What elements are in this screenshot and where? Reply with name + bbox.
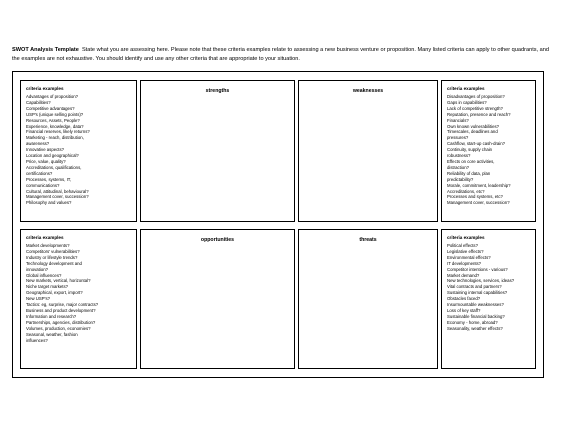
list-item: Competitors' vulnerabilities? (26, 248, 80, 254)
list-item: Volumes, production, economies? (26, 325, 91, 331)
list-item: Processes and systems, etc? (447, 194, 503, 200)
list-item: distraction? (447, 164, 469, 170)
list-item: Accreditations, qualifications, (26, 164, 82, 170)
list-item: Financials? (447, 117, 469, 123)
list-item: communications? (26, 182, 60, 188)
list-item: Timescales, deadlines and (447, 129, 498, 135)
list-item: Lack of competitive strength? (447, 105, 503, 111)
list-item: Cashflow, start-up cash-drain? (447, 141, 506, 147)
list-item: Gaps in capabilities? (447, 99, 487, 105)
strengths-heading: strengths (205, 88, 230, 94)
list-item: Competitive advantages? (26, 105, 75, 111)
threats-quadrant[interactable] (298, 229, 438, 369)
list-item: predictability? (447, 176, 474, 182)
opportunities-heading: opportunities (200, 237, 235, 243)
list-item: Geographical, export, import? (26, 290, 83, 296)
list-item: Morale, commitment, leadership? (447, 182, 511, 188)
list-item: Philosophy and values? (26, 200, 72, 206)
list-item: New markets, vertical, horizontal? (26, 278, 91, 284)
list-item: Competitor intentions - various? (447, 266, 508, 272)
list-item: certifications? (26, 170, 53, 176)
list-item: Management cover, succession? (26, 194, 89, 200)
list-item: Management cover, succession? (447, 200, 510, 206)
list-item: Tactics: eg, surprise, major contracts? (26, 302, 99, 308)
list-item: Marketing - reach, distribution, (26, 135, 84, 141)
list-item: Niche target markets? (26, 284, 69, 290)
list-item: Information and research? (26, 313, 77, 319)
list-item: Industry or lifestyle trends? (26, 254, 78, 260)
list-item: Effects on core activities, (447, 158, 495, 164)
weaknesses-criteria-title: criteria examples (447, 86, 485, 91)
list-item: Cultural, attitudinal, behavioural? (26, 188, 89, 194)
threats-criteria-box (441, 229, 536, 369)
list-item: Advantages of proposition? (26, 94, 79, 99)
list-item: Market demand? (447, 272, 480, 278)
list-item: Loss of key staff? (447, 307, 481, 313)
list-item: Political effects? (447, 243, 478, 248)
weaknesses-criteria-list (442, 94, 535, 206)
list-item: Price, value, quality? (26, 158, 66, 164)
list-item: Accreditations, etc? (447, 188, 485, 194)
weaknesses-heading: weaknesses (352, 88, 384, 94)
list-item: Seasonality, weather effects? (447, 325, 503, 331)
list-item: Vital contracts and partners? (447, 284, 502, 290)
list-item: Environmental effects? (447, 254, 491, 260)
list-item: Technology development and (26, 260, 82, 266)
list-item: Experience, knowledge, data? (26, 123, 84, 129)
list-item: Innovative aspects? (26, 147, 64, 153)
list-item: influences? (26, 337, 48, 343)
list-item: Resources, Assets, People? (26, 117, 80, 123)
list-item: New USP's? (26, 296, 50, 302)
weaknesses-criteria-box (441, 80, 536, 222)
threats-heading: threats (359, 237, 377, 243)
opportunities-criteria-box (20, 229, 137, 369)
list-item: Market developments? (26, 243, 70, 248)
threats-criteria-list (442, 243, 535, 332)
list-item: Legislative effects? (447, 248, 484, 254)
list-item: Location and geographical? (26, 153, 79, 159)
list-item: Sustainable financial backing? (447, 313, 505, 319)
list-item: Processes, systems, IT, (26, 176, 72, 182)
list-item: USP's (unique selling points)? (26, 111, 84, 117)
list-item: Seasonal, weather, fashion (26, 331, 78, 337)
list-item: robustness? (447, 153, 471, 159)
strengths-quadrant[interactable] (140, 80, 295, 222)
list-item: Global influences? (26, 272, 62, 278)
list-item: Own known vulnerabilities? (447, 123, 500, 129)
list-item: IT developments? (447, 260, 482, 266)
list-item: Business and product development? (26, 307, 96, 313)
list-item: Obstacles faced? (447, 296, 481, 302)
list-item: pressures? (447, 135, 469, 141)
strengths-criteria-list (21, 94, 136, 206)
strengths-criteria-title: criteria examples (26, 86, 64, 91)
list-item: Partnerships, agencies, distribution? (26, 319, 96, 325)
threats-criteria-title: criteria examples (447, 235, 485, 240)
strengths-criteria-box (20, 80, 137, 222)
list-item: Reliability of data, plan (447, 170, 491, 176)
list-item: innovation? (26, 266, 48, 272)
list-item: Insurmountable weaknesses? (447, 302, 504, 308)
intro-description: State what you are assessing here. Please note that these criteria examples relate to assessing a new business venture or proposition. Many listed criteria can apply to other quadrants, and the examples are not exhaustive. You should identify and use any other criteria that are appropriate to your situation. (12, 47, 549, 62)
list-item: Continuity, supply chain (447, 147, 493, 153)
list-item: awareness? (26, 141, 50, 147)
opportunities-criteria-title: criteria examples (26, 235, 64, 240)
swot-grid (12, 71, 544, 378)
opportunities-criteria-list (21, 243, 136, 343)
list-item: Sustaining internal capabilities? (447, 290, 508, 296)
intro-paragraph (12, 46, 552, 64)
list-item: Economy - home, abroad? (447, 319, 498, 325)
list-item: Reputation, presence and reach? (447, 111, 511, 117)
list-item: New technologies, services, ideas? (447, 278, 515, 284)
list-item: Financial reserves, likely returns? (26, 129, 90, 135)
weaknesses-quadrant[interactable] (298, 80, 438, 222)
list-item: Capabilities? (26, 99, 51, 105)
opportunities-quadrant[interactable] (140, 229, 295, 369)
list-item: Disadvantages of proposition? (447, 94, 505, 99)
document-title: SWOT Analysis Template (12, 47, 79, 53)
